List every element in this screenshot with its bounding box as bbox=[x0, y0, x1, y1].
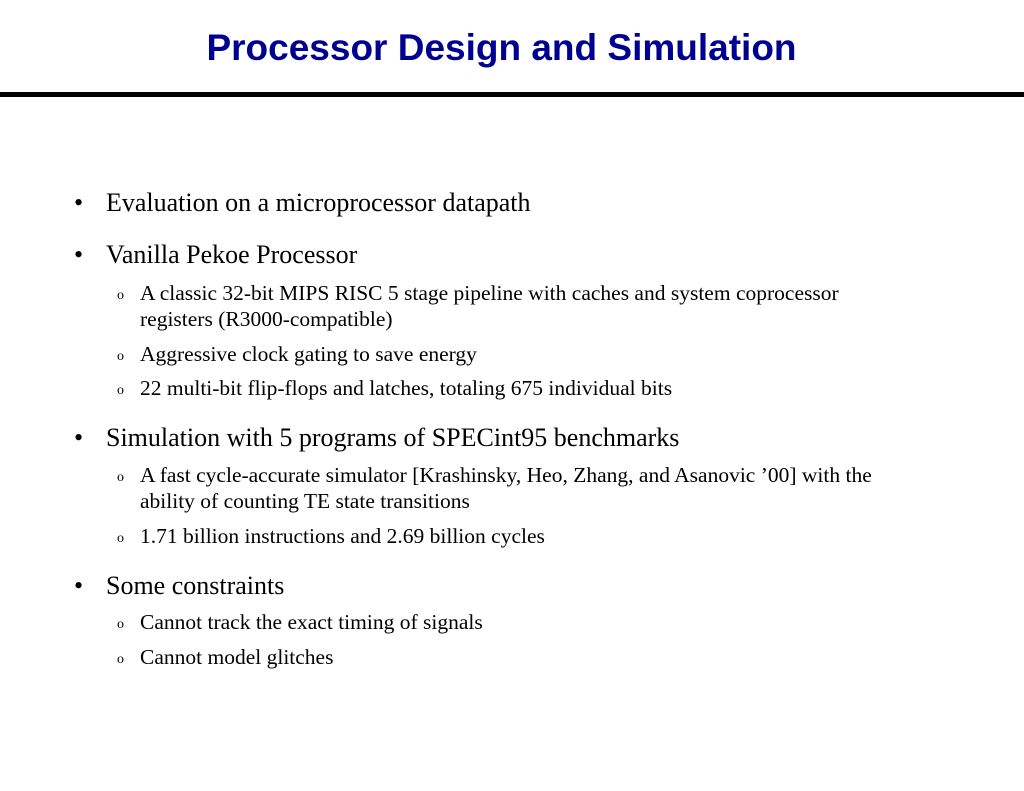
sub-bullet-item bbox=[117, 644, 897, 670]
bullet-marker: • bbox=[74, 571, 84, 600]
sub-bullet-item bbox=[117, 609, 897, 635]
slide-title: Processor Design and Simulation bbox=[206, 27, 797, 68]
sub-bullet-marker: o bbox=[117, 383, 124, 398]
sub-bullet-text: 22 multi-bit flip-flops and latches, totaling 675 individual bits bbox=[140, 376, 673, 400]
bullet-text: Some constraints bbox=[106, 571, 285, 600]
sub-bullet-text: 1.71 billion instructions and 2.69 billion cycles bbox=[140, 524, 545, 548]
sub-bullet-text: A classic 32-bit MIPS RISC 5 stage pipeline with caches and system coprocessor registers (R3000-compatible) bbox=[140, 281, 839, 331]
sub-bullet-item bbox=[117, 462, 897, 514]
sub-bullet-item bbox=[117, 341, 897, 367]
sub-bullet-marker: o bbox=[117, 617, 124, 632]
sub-bullet-marker: o bbox=[117, 652, 124, 667]
sub-bullet-marker: o bbox=[117, 470, 124, 485]
bullet-marker: • bbox=[74, 240, 84, 269]
sub-bullet-text: Aggressive clock gating to save energy bbox=[140, 342, 477, 366]
title-divider bbox=[0, 92, 1024, 97]
bullet-text: Evaluation on a microprocessor datapath bbox=[106, 188, 531, 217]
bullet-marker: • bbox=[74, 423, 84, 452]
bullet-marker: • bbox=[74, 188, 84, 217]
sub-bullet-marker: o bbox=[117, 531, 124, 546]
sub-bullet-text: Cannot model glitches bbox=[140, 645, 334, 669]
bullet-text: Simulation with 5 programs of SPECint95 benchmarks bbox=[106, 423, 680, 452]
sub-bullet-marker: o bbox=[117, 349, 124, 364]
sub-bullet-item bbox=[117, 280, 897, 332]
sub-bullet-text: Cannot track the exact timing of signals bbox=[140, 610, 483, 634]
sub-bullet-item bbox=[117, 375, 897, 401]
sub-bullet-item bbox=[117, 523, 897, 549]
sub-bullet-marker: o bbox=[117, 288, 124, 303]
bullet-text: Vanilla Pekoe Processor bbox=[106, 240, 358, 269]
sub-bullet-text: A fast cycle-accurate simulator [Krashinsky, Heo, Zhang, and Asanovic ’00] with the ability of counting TE state transitions bbox=[140, 463, 872, 513]
